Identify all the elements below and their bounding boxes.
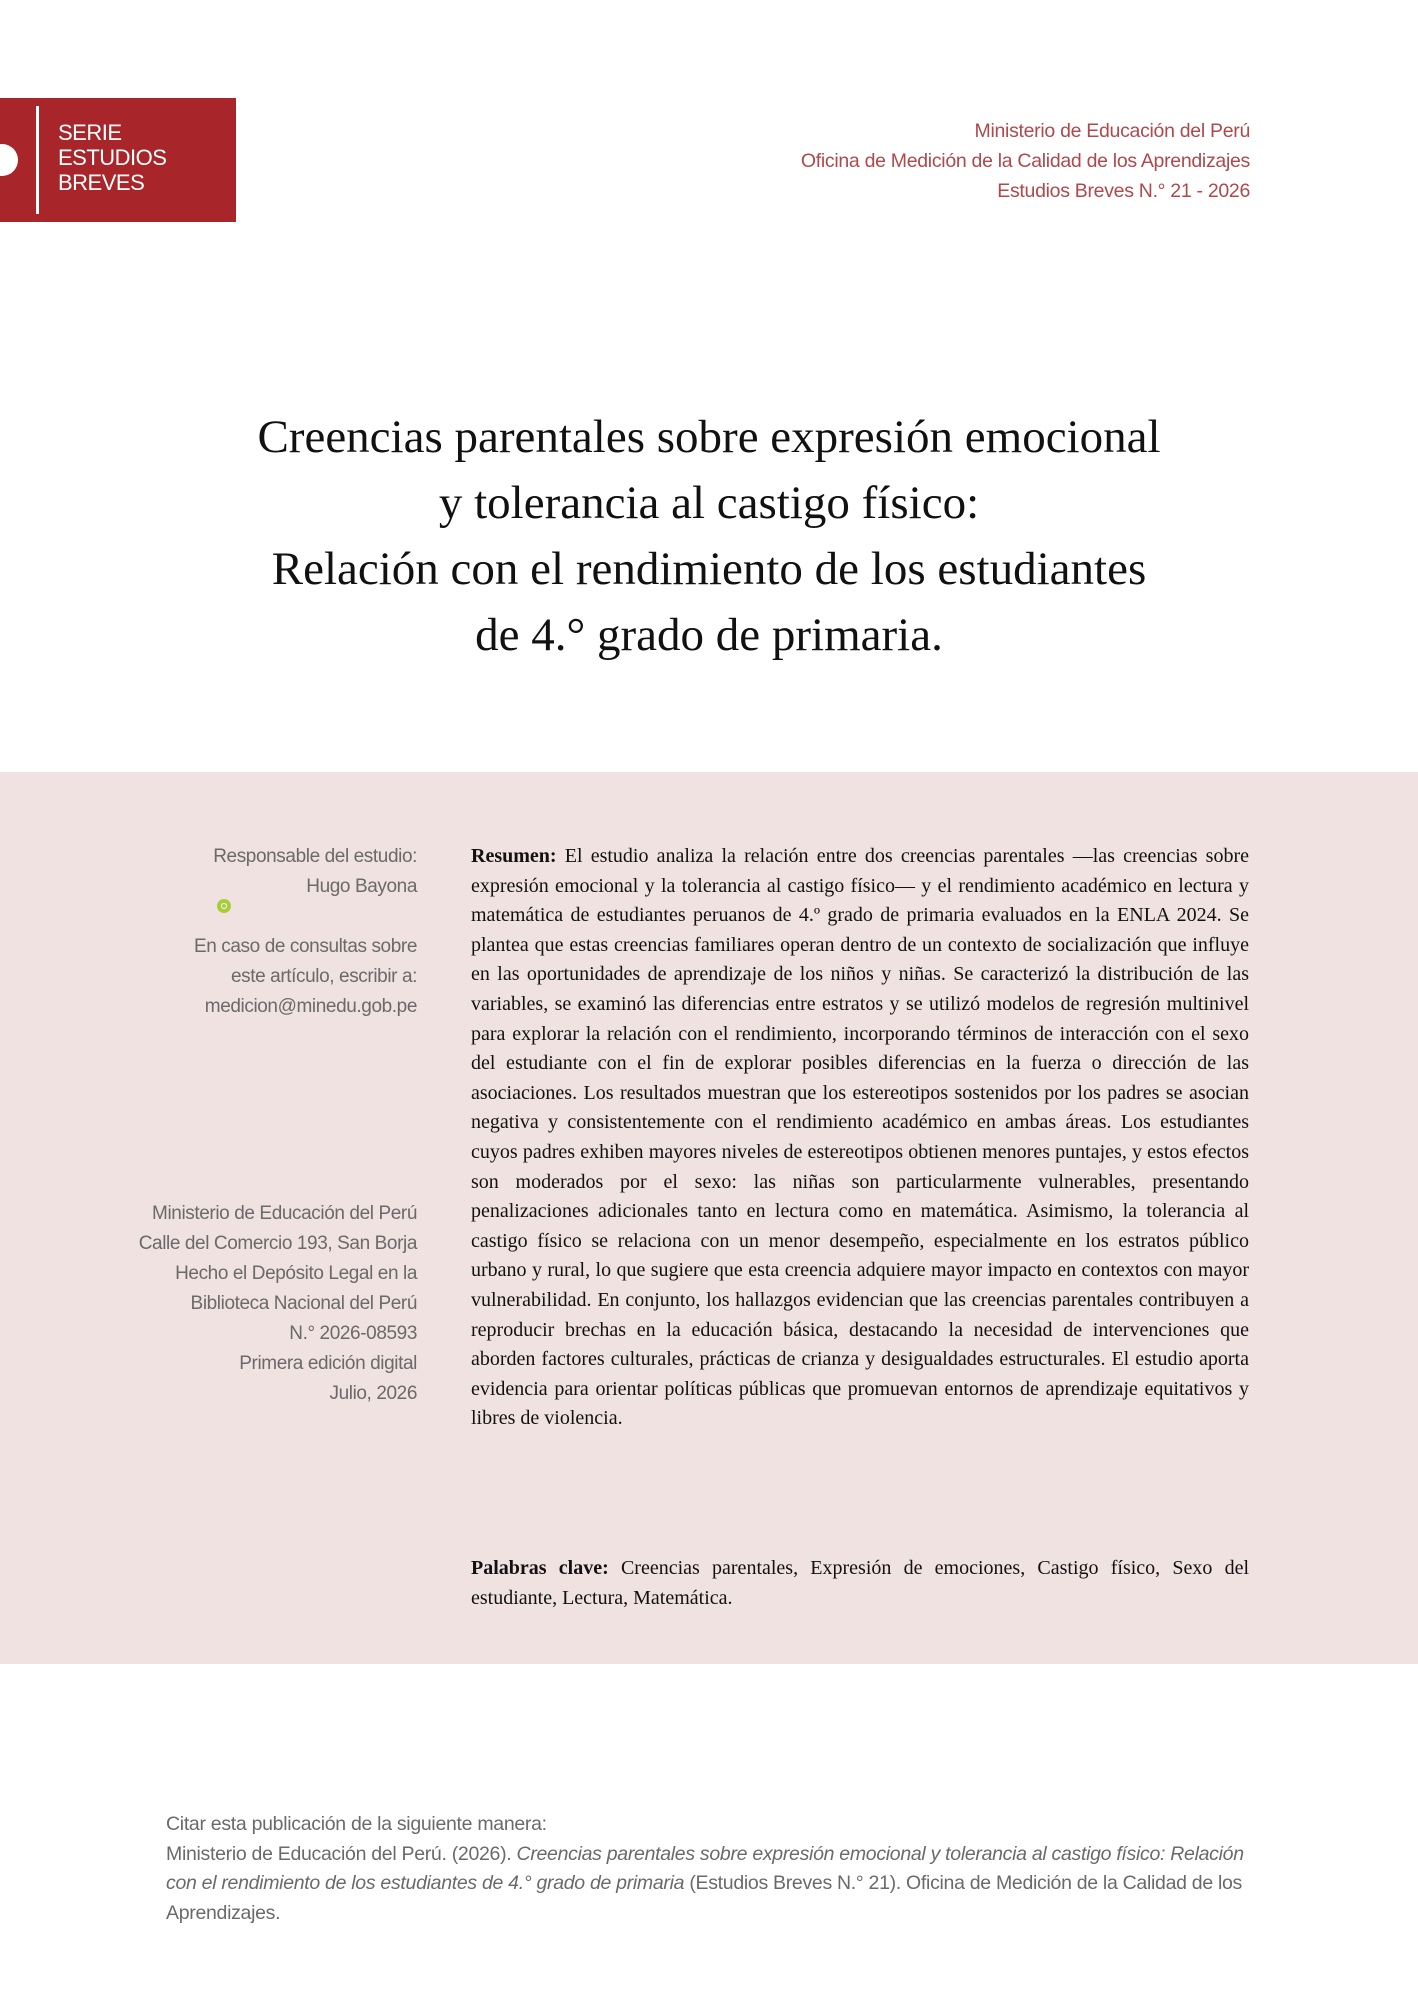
author-block	[213, 842, 417, 913]
publisher-info-block	[139, 1199, 417, 1409]
series-line-3: BREVES	[58, 170, 145, 195]
badge-dot	[0, 144, 18, 176]
publication-date: Julio, 2026	[329, 1383, 417, 1404]
publisher-line-4: Biblioteca Nacional del Perú	[190, 1293, 417, 1314]
series-name	[58, 120, 166, 195]
issue-number: Estudios Breves N.° 21 - 2026	[997, 180, 1250, 202]
citation-author: Ministerio de Educación del Perú. (2026).	[166, 1842, 512, 1865]
legal-deposit-number: N.° 2026-08593	[289, 1323, 417, 1344]
contact-email[interactable]: medicion@minedu.gob.pe	[204, 996, 417, 1017]
title-line-2: y tolerancia al castigo físico:	[438, 477, 980, 529]
series-line-1: SERIE	[58, 120, 122, 145]
series-badge	[0, 98, 236, 222]
abstract-label: Resumen:	[471, 845, 557, 867]
author-name: Hugo Bayona	[306, 876, 417, 897]
orcid-icon[interactable]	[217, 899, 231, 913]
title-line-1: Creencias parentales sobre expresión emocional	[257, 411, 1161, 463]
contact-line-1: En caso de consultas sobre	[193, 936, 417, 957]
publisher-line-1: Ministerio de Educación del Perú	[152, 1203, 417, 1224]
document-title	[0, 404, 1418, 668]
citation-rest: (Estudios Breves N.° 21). Oficina de Medición de la Calidad de los Aprendizajes.	[166, 1872, 1243, 1924]
author-line	[213, 872, 417, 913]
publisher-line-3: Hecho el Depósito Legal en la	[175, 1263, 417, 1284]
citation-intro: Citar esta publicación de la siguiente manera:	[166, 1813, 547, 1835]
badge-divider	[36, 106, 39, 214]
contact-block	[194, 932, 417, 1022]
publisher-line-2: Calle del Comercio 193, San Borja	[138, 1233, 417, 1254]
ministry-name: Ministerio de Educación del Perú	[974, 120, 1250, 142]
abstract-paragraph	[471, 842, 1249, 1434]
title-line-4: de 4.° grado de primaria.	[475, 609, 943, 661]
abstract-panel	[0, 772, 1418, 1664]
series-line-2: ESTUDIOS	[58, 145, 167, 170]
citation-block	[166, 1810, 1250, 1928]
publisher-header	[801, 116, 1250, 206]
keywords-paragraph	[471, 1554, 1249, 1613]
title-line-3: Relación con el rendimiento de los estudiantes	[271, 543, 1147, 595]
edition-label: Primera edición digital	[239, 1353, 417, 1374]
author-label: Responsable del estudio:	[213, 846, 417, 867]
contact-line-2: este artículo, escribir a:	[230, 966, 417, 987]
citation-reference	[166, 1840, 1250, 1929]
office-name: Oficina de Medición de la Calidad de los Aprendizajes	[800, 150, 1250, 172]
citation-work-title: Creencias parentales sobre expresión emocional y tolerancia al castigo físico: Relación con el rendimiento de los estudiantes de 4.° grado de primaria	[166, 1842, 1244, 1894]
keywords-text: Creencias parentales, Expresión de emociones, Castigo físico, Sexo del estudiante, Lectura, Matemática.	[471, 1557, 1250, 1609]
keywords-label: Palabras clave:	[471, 1557, 609, 1579]
abstract-text: El estudio analiza la relación entre dos creencias parentales —las creencias sobre expresión emocional y la tolerancia al castigo físico— y el rendimiento académico en lectura y matemática de estudiantes peruanos de 4.º grado de primaria evaluados en la ENLA 2024. Se plantea que estas creencias familiares operan dentro de un contexto de socialización que influye en las oportunidades de aprendizaje de los niños y niñas. Se caracterizó la distribución de las variables, se examinó las diferencias entre estratos y se utilizó modelos de regresión multinivel para explorar la relación con el rendimiento, incorporando términos de interacción con el sexo del estudiante con el fin de explorar posibles diferencias en la fuerza o dirección de las asociaciones. Los resultados muestran que los estereotipos sostenidos por los padres se asocian negativa y consistentemente con el rendimiento académico en ambas áreas. Los estudiantes cuyos padres exhiben mayores niveles de estereotipos obtienen menores puntajes, y estos efectos son moderados por el sexo: las niñas son particularmente vulnerables, presentando penalizaciones adicionales tanto en lectura como en matemática. Asimismo, la tolerancia al castigo físico se relaciona con un menor desempeño, especialmente en los estratos público urbano y rural, lo que sugiere que esta creencia adquiere mayor impacto en contextos con mayor vulnerabilidad. En conjunto, los hallazgos evidencian que las creencias parentales contribuyen a reproducir brechas en la educación básica, destacando la necesidad de intervenciones que aborden factores culturales, prácticas de crianza y desigualdades estructurales. El estudio aporta evidencia para orientar políticas públicas que promuevan entornos de aprendizaje equitativos y libres de violencia.	[471, 845, 1250, 1430]
